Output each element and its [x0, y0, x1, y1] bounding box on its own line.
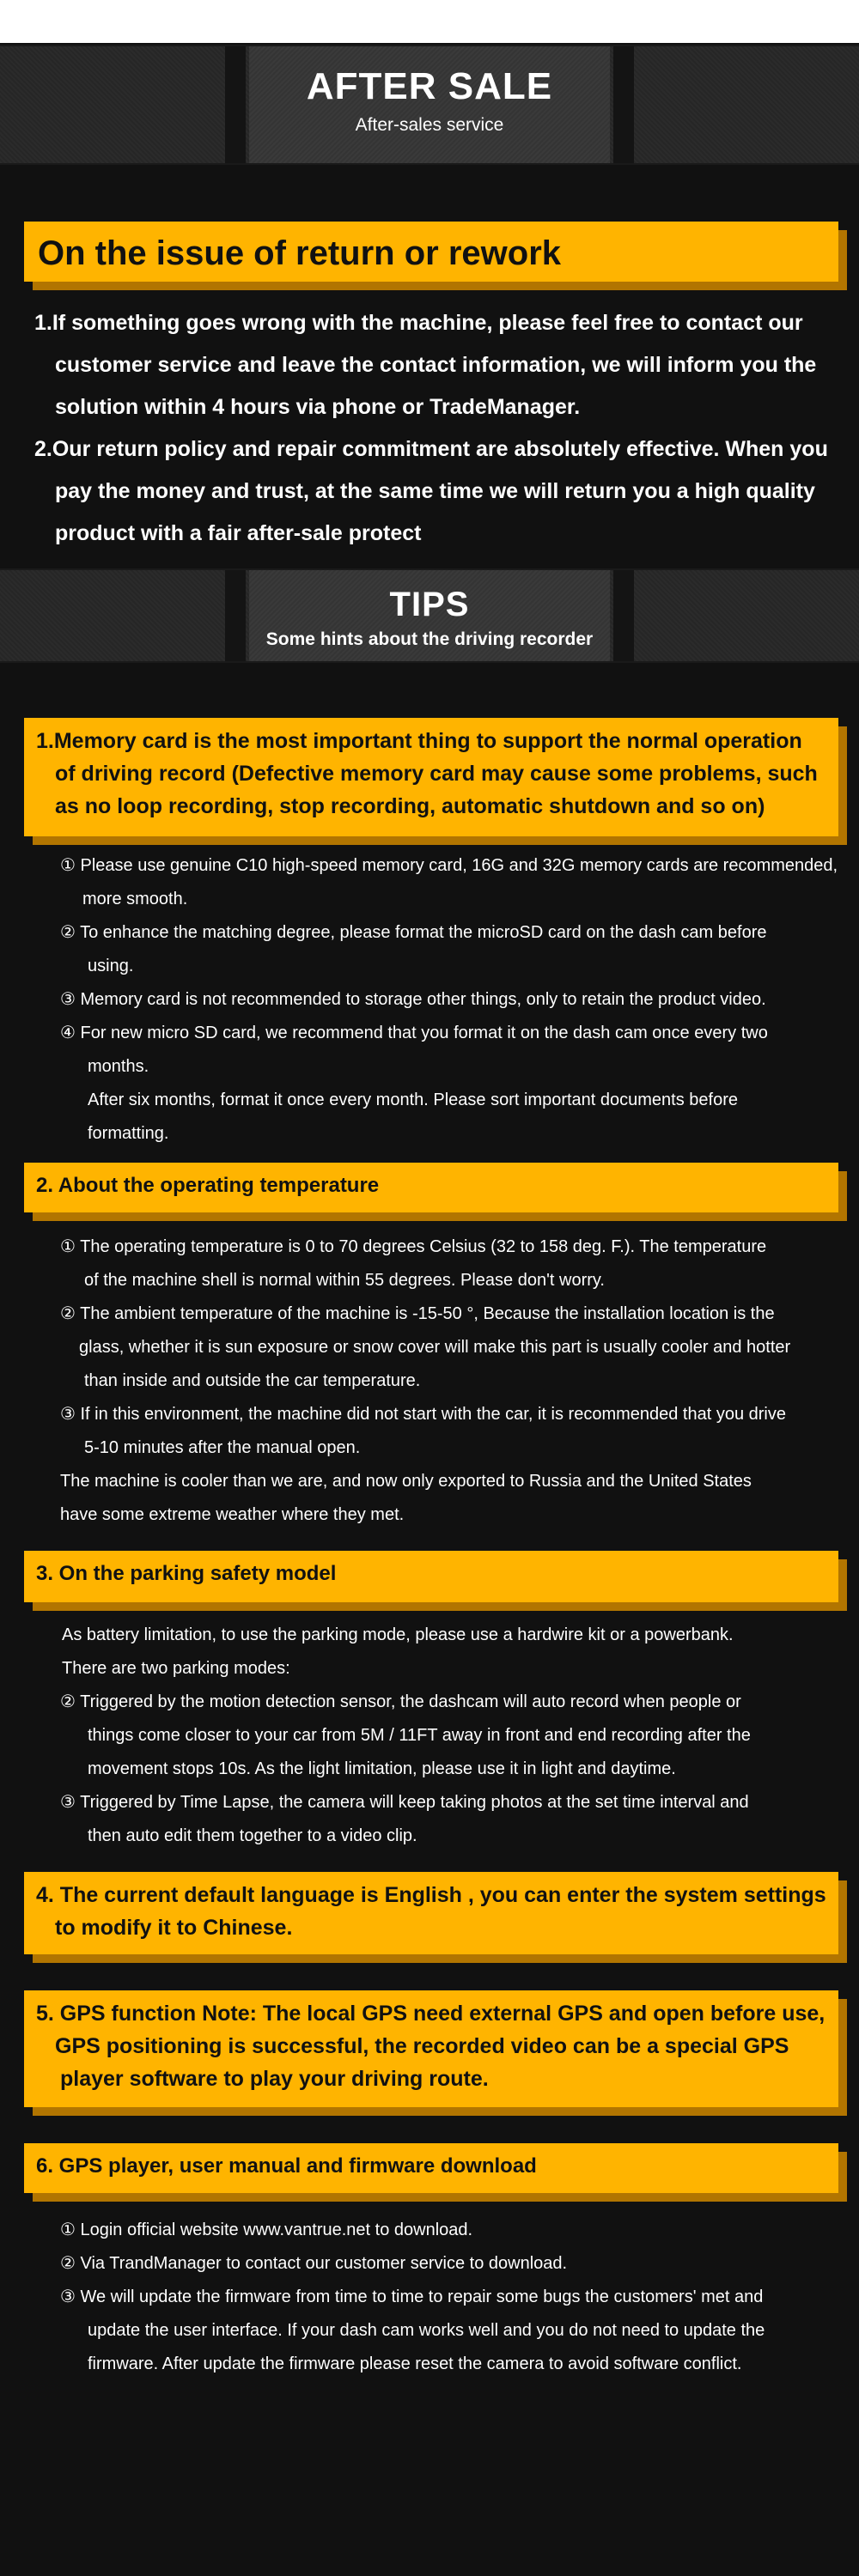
memory-card-list — [60, 849, 842, 1151]
return-policy-text: 1.If something goes wrong with the machine, please feel free to contact our customer service and leave the contact information, we will inform you the solution within 4 hours via phone or TradeManager. 2.Our return policy and repair commitment are absolutely effective. When you pay the money and trust, at the same time we will return you a high quality product with a fair after-sale protect — [34, 311, 828, 545]
list-item: then auto edit them together to a video clip. — [88, 1826, 417, 1845]
after-sale-subtitle: After-sales service — [355, 115, 504, 135]
top-white-strip — [0, 0, 859, 43]
list-item: of the machine shell is normal within 55 degrees. Please don't worry. — [84, 1271, 605, 1290]
after-sale-banner — [0, 45, 859, 165]
parking-heading: 3. On the parking safety model — [24, 1551, 838, 1602]
list-item: firmware. After update the firmware please reset the camera to avoid software conflict. — [88, 2354, 742, 2373]
list-item: ② Via TrandManager to contact our customer service to download. — [60, 2254, 568, 2273]
list-item: ② To enhance the matching degree, please format the microSD card on the dash cam before — [60, 923, 767, 942]
list-item: things come closer to your car from 5M / 11FT away in front and end recording after the — [88, 1726, 751, 1745]
tips-subtitle: Some hints about the driving recorder — [265, 629, 594, 649]
list-item: formatting. — [88, 1124, 169, 1143]
download-list — [60, 2214, 842, 2381]
list-item: There are two parking modes: — [62, 1659, 290, 1678]
list-item: months. — [88, 1057, 149, 1076]
temperature-list — [60, 1230, 842, 1532]
list-item: glass, whether it is sun exposure or snow cover will make this part is usually cooler and hotter — [79, 1338, 791, 1357]
gps-heading: 5. GPS function Note: The local GPS need external GPS and open before use, GPS positioning is successful, the recorded video can be a special GPS player software to play your driving route. — [24, 1990, 838, 2107]
list-item: ② The ambient temperature of the machine is -15-50 °, Because the installation location is the — [60, 1304, 775, 1323]
list-item: ③ Memory card is not recommended to storage other things, only to retain the product video. — [60, 990, 766, 1009]
list-item: ③ We will update the firmware from time to time to repair some bugs the customers' met and — [60, 2287, 764, 2306]
list-item: ③ If in this environment, the machine did not start with the car, it is recommended that you drive — [60, 1405, 786, 1424]
list-item: ③ Triggered by Time Lapse, the camera will keep taking photos at the set time interval and — [60, 1793, 749, 1812]
after-sale-title: AFTER SALE — [306, 65, 553, 107]
list-item: ④ For new micro SD card, we recommend that you format it on the dash cam once every two — [60, 1024, 768, 1042]
list-item: The machine is cooler than we are, and now only exported to Russia and the United States — [60, 1472, 752, 1491]
list-item: ① The operating temperature is 0 to 70 degrees Celsius (32 to 158 deg. F.). The temperature — [60, 1237, 767, 1256]
list-item: ② Triggered by the motion detection sensor, the dashcam will auto record when people or — [60, 1692, 741, 1711]
tips-title: TIPS — [389, 586, 470, 623]
list-item: movement stops 10s. As the light limitation, please use it in light and daytime. — [88, 1759, 676, 1778]
list-item: ① Please use genuine C10 high-speed memory card, 16G and 32G memory cards are recommended, — [60, 856, 838, 875]
return-heading: On the issue of return or rework — [24, 222, 838, 282]
list-item: using. — [88, 957, 134, 975]
parking-list — [60, 1619, 842, 1853]
list-item: have some extreme weather where they met. — [60, 1505, 405, 1524]
tips-banner — [0, 568, 859, 663]
list-item: After six months, format it once every month. Please sort important documents before — [88, 1091, 739, 1109]
list-item: more smooth. — [82, 890, 188, 908]
list-item: than inside and outside the car temperature. — [84, 1371, 421, 1390]
language-heading: 4. The current default language is English , you can enter the system settings to modify it to Chinese. — [24, 1872, 838, 1954]
list-item: 5-10 minutes after the manual open. — [84, 1438, 361, 1457]
list-item: ① Login official website www.vantrue.net to download. — [60, 2221, 473, 2239]
list-item: As battery limitation, to use the parking mode, please use a hardwire kit or a powerbank. — [62, 1625, 734, 1644]
temperature-heading: 2. About the operating temperature — [24, 1163, 838, 1212]
list-item: update the user interface. If your dash cam works well and you do not need to update the — [88, 2321, 765, 2340]
download-heading: 6. GPS player, user manual and firmware download — [24, 2143, 838, 2193]
memory-card-heading: 1.Memory card is the most important thing to support the normal operation of driving record (Defective memory card may cause some problems, such as no loop recording, stop recording, automatic shutdown and so on) — [24, 718, 838, 836]
